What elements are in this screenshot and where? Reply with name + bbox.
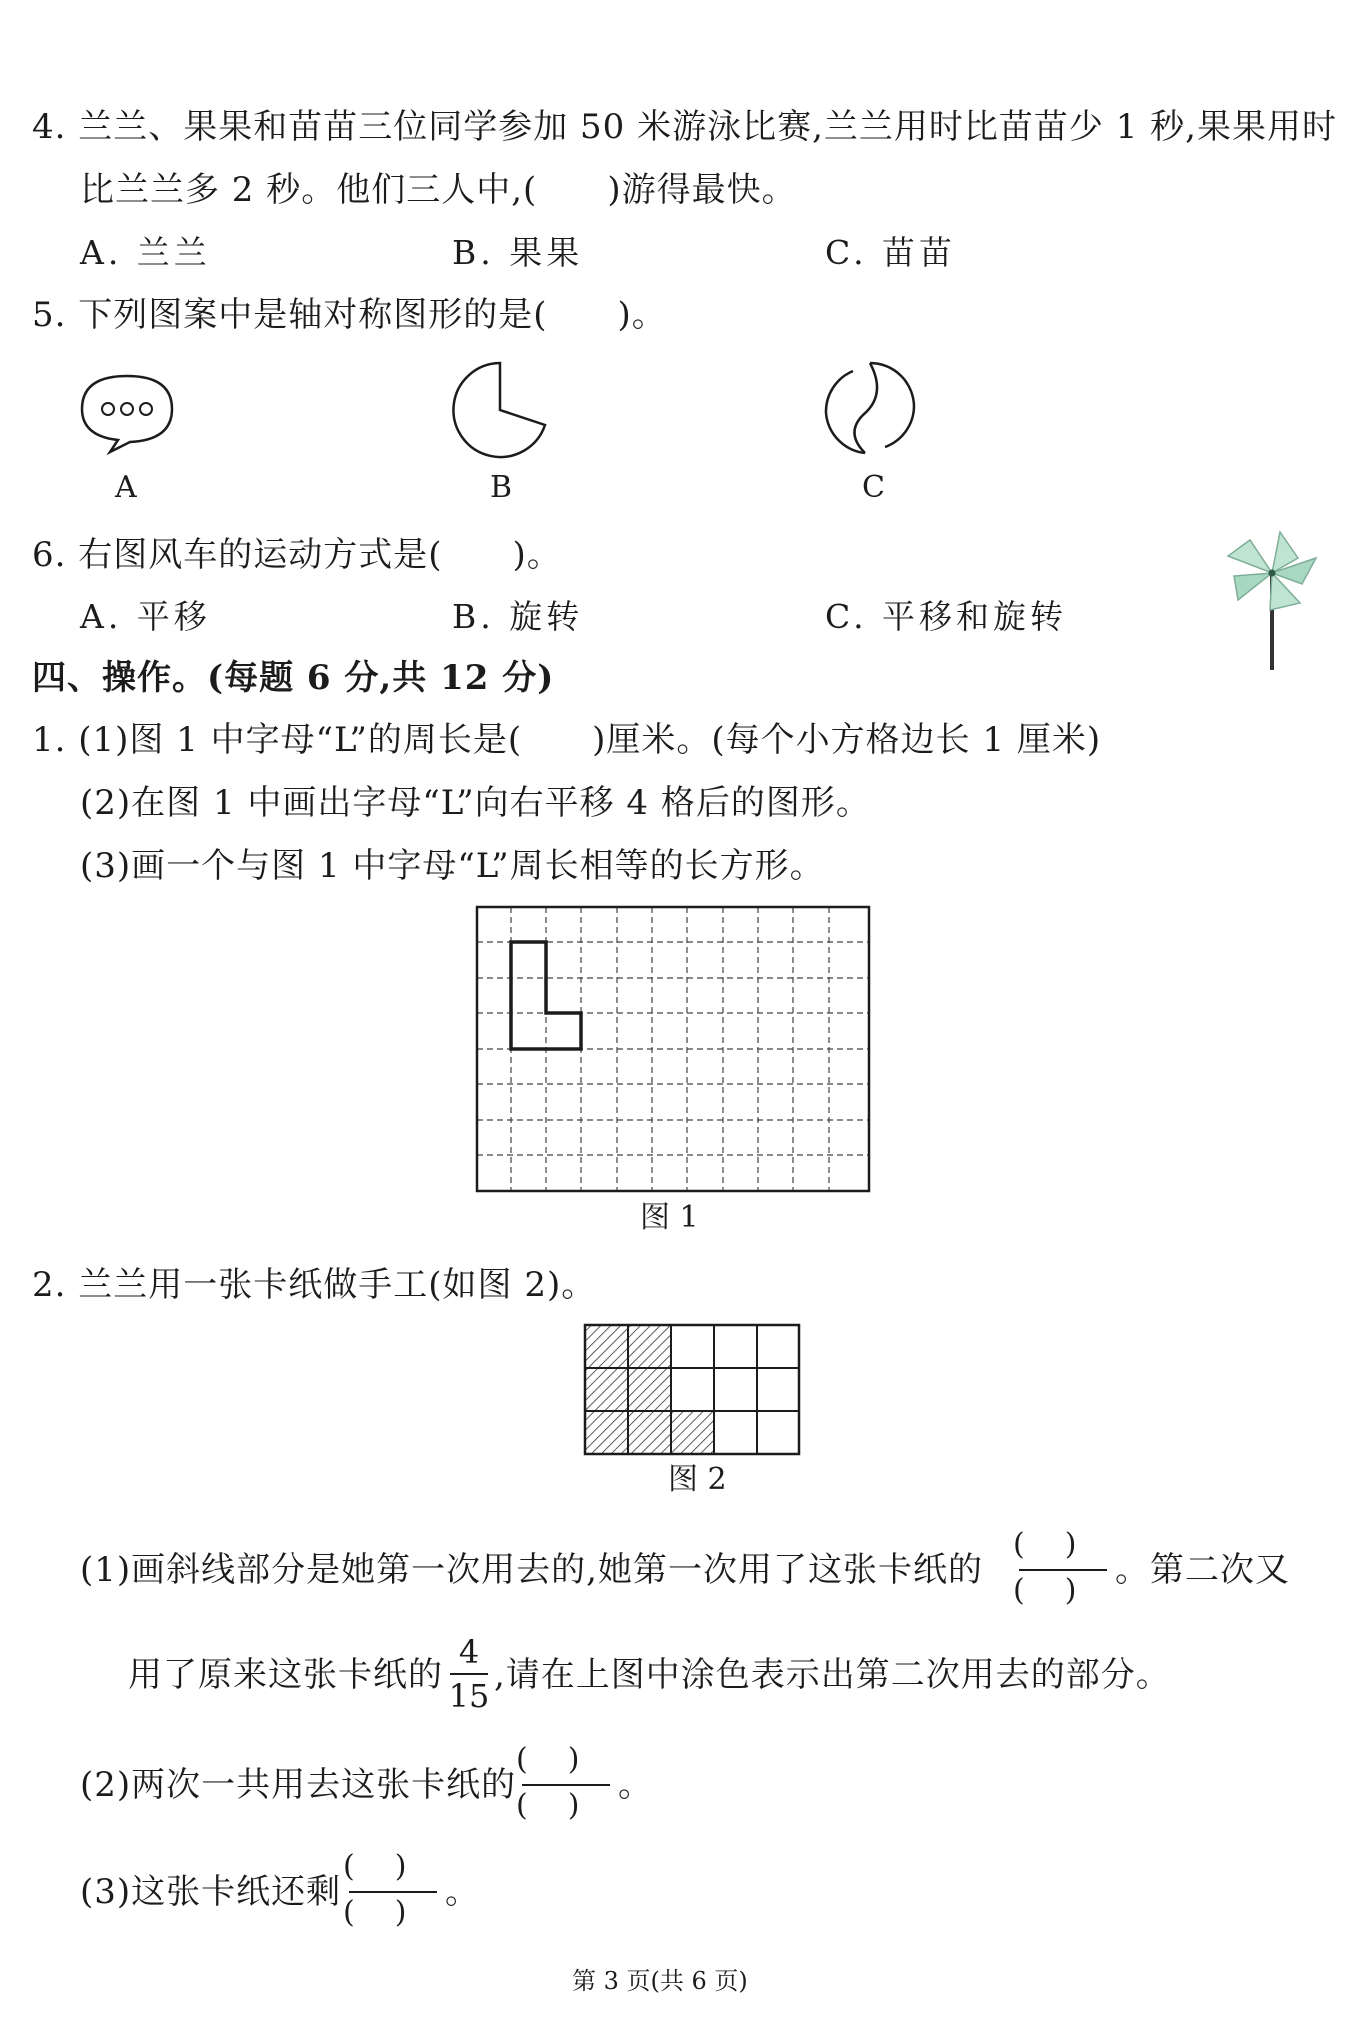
answer-fraction-total-used[interactable]: [516, 1742, 620, 1827]
swirl-figure[interactable]: [815, 355, 925, 465]
fraction-numerator: 4: [458, 1633, 480, 1671]
figure2-caption: 图 2: [668, 1462, 727, 1497]
denominator-blank[interactable]: (): [1013, 1573, 1117, 1608]
q5-label-c: C: [862, 470, 885, 505]
q5-label-b: B: [490, 470, 513, 505]
op2-part2-text: (2)两次一共用去这张卡纸的: [80, 1765, 517, 1805]
op2-part1-tail: 。第二次又: [1115, 1550, 1290, 1590]
op2-line1: 2. 兰兰用一张卡纸做手工(如图 2)。: [32, 1265, 597, 1305]
denominator-blank[interactable]: (): [343, 1895, 447, 1930]
op1-line1: 1. (1)图 1 中字母“L”的周长是( )厘米。(每个小方格边长 1 厘米): [32, 720, 1102, 760]
numerator-blank[interactable]: (): [1013, 1527, 1117, 1562]
q6-option-a[interactable]: A. 平移: [80, 597, 211, 636]
q6-option-c[interactable]: C. 平移和旋转: [825, 597, 1068, 636]
op1-line2: (2)在图 1 中画出字母“L”向右平移 4 格后的图形。: [80, 783, 871, 823]
fraction-denominator: 15: [448, 1677, 490, 1715]
pie-figure[interactable]: [445, 355, 555, 465]
q6-option-b[interactable]: B. 旋转: [452, 597, 584, 636]
op2-part2-end: 。: [618, 1765, 653, 1805]
figure1-caption: 图 1: [640, 1200, 699, 1235]
speech-bubble-figure[interactable]: [72, 364, 182, 464]
q4-option-c[interactable]: C. 苗苗: [825, 233, 957, 272]
q6-question: 6. 右图风车的运动方式是( )。: [32, 535, 562, 575]
q5-question: 5. 下列图案中是轴对称图形的是( )。: [32, 295, 667, 335]
answer-fraction-remaining[interactable]: [343, 1849, 447, 1934]
op2-part3-end: 。: [445, 1872, 480, 1912]
pinwheel-icon: [1220, 528, 1330, 673]
numerator-blank[interactable]: (): [516, 1742, 620, 1777]
op1-line3: (3)画一个与图 1 中字母“L”周长相等的长方形。: [80, 846, 825, 886]
section-four-title: 四、操作。(每题 6 分,共 12 分): [32, 658, 555, 698]
denominator-blank[interactable]: (): [516, 1788, 620, 1823]
q5-label-a: A: [115, 470, 137, 505]
q4-option-a[interactable]: A. 兰兰: [80, 233, 211, 272]
op2-part1-text: (1)画斜线部分是她第一次用去的,她第一次用了这张卡纸的: [80, 1550, 983, 1590]
figure2-grid[interactable]: [583, 1323, 801, 1457]
numerator-blank[interactable]: (): [343, 1849, 447, 1884]
answer-fraction-first-use[interactable]: [1013, 1527, 1117, 1612]
q4-option-b[interactable]: B. 果果: [452, 233, 584, 272]
figure1-grid[interactable]: [475, 905, 871, 1193]
op2-part1-line2: 用了原来这张卡纸的: [128, 1655, 443, 1695]
q4-line1: 4. 兰兰、果果和苗苗三位同学参加 50 米游泳比赛,兰兰用时比苗苗少 1 秒,果果用时: [32, 107, 1337, 147]
fraction-four-fifteenths: [446, 1633, 492, 1717]
page-footer: 第 3 页(共 6 页): [572, 1967, 748, 1995]
q4-line2: 比兰兰多 2 秒。他们三人中,( )游得最快。: [80, 170, 797, 210]
op2-part3-text: (3)这张卡纸还剩: [80, 1872, 342, 1912]
op2-part1-line2-tail: ,请在上图中涂色表示出第二次用去的部分。: [494, 1655, 1171, 1695]
